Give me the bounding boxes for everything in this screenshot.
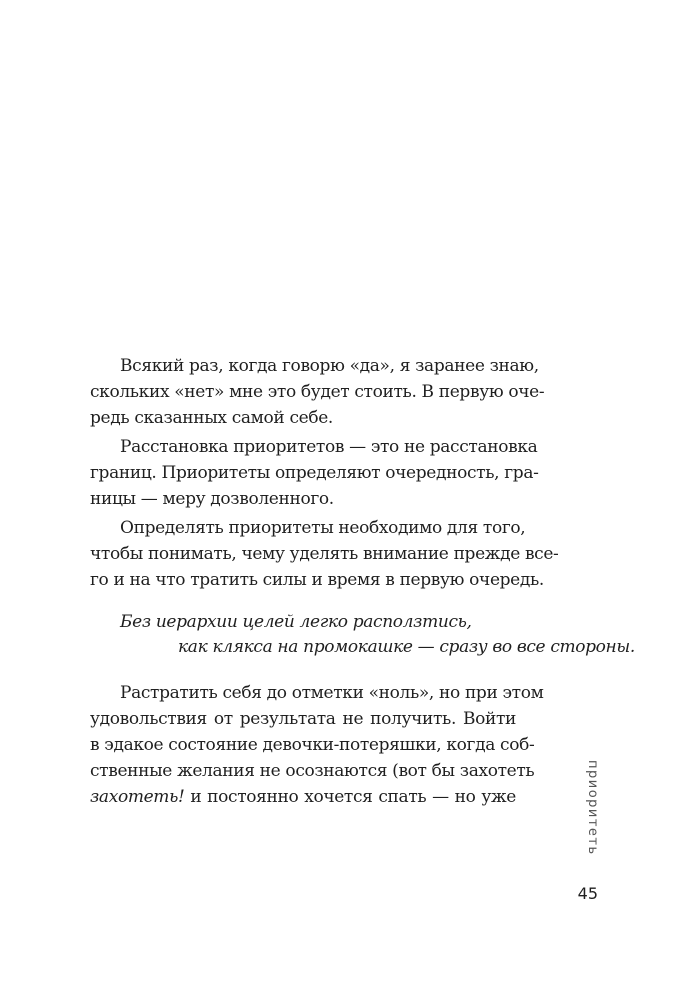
paragraph-2-line-3: ницы — меру дозволенного. (90, 489, 334, 509)
paragraph-2-line-1: Расстановка приоритетов — это не расстановка (120, 437, 538, 457)
paragraph-4-line-1: Растратить себя до отметки «ноль», но при этом (120, 683, 544, 703)
paragraph-4-line-2: удовольствия от результата не получить. Войти (90, 709, 516, 729)
paragraph-2-line-2: границ. Приоритеты определяют очередность, гра- (90, 463, 539, 483)
paragraph-4-line-3: в эдакое состояние девочки-потеряшки, когда соб- (90, 735, 535, 755)
paragraph-4-line-5 (90, 784, 516, 810)
page-number: 45 (577, 884, 598, 903)
paragraph-1-line-2: скольких «нет» мне это будет стоить. В первую оче- (90, 382, 545, 402)
epigraph-line-1: Без иерархии целей легко расползтись, (120, 612, 472, 632)
section-side-label: приоритеть (585, 760, 600, 856)
paragraph-3-line-2: чтобы понимать, чему уделять внимание прежде все- (90, 544, 559, 564)
paragraph-4-italic-word: захотеть! (90, 787, 185, 807)
paragraph-1-line-1: Всякий раз, когда говорю «да», я заранее знаю, (120, 356, 539, 376)
paragraph-3-line-3: го и на что тратить силы и время в первую очередь. (90, 570, 544, 590)
paragraph-4-line-5-text: и постоянно хочется спать — но уже (190, 787, 516, 807)
paragraph-3-line-1: Определять приоритеты необходимо для того, (120, 518, 526, 538)
epigraph-line-2: как клякса на промокашке — сразу во все стороны. (178, 637, 635, 657)
paragraph-1-line-3: редь сказанных самой себе. (90, 408, 333, 428)
paragraph-4-line-4: ственные желания не осознаются (вот бы захотеть (90, 761, 535, 781)
